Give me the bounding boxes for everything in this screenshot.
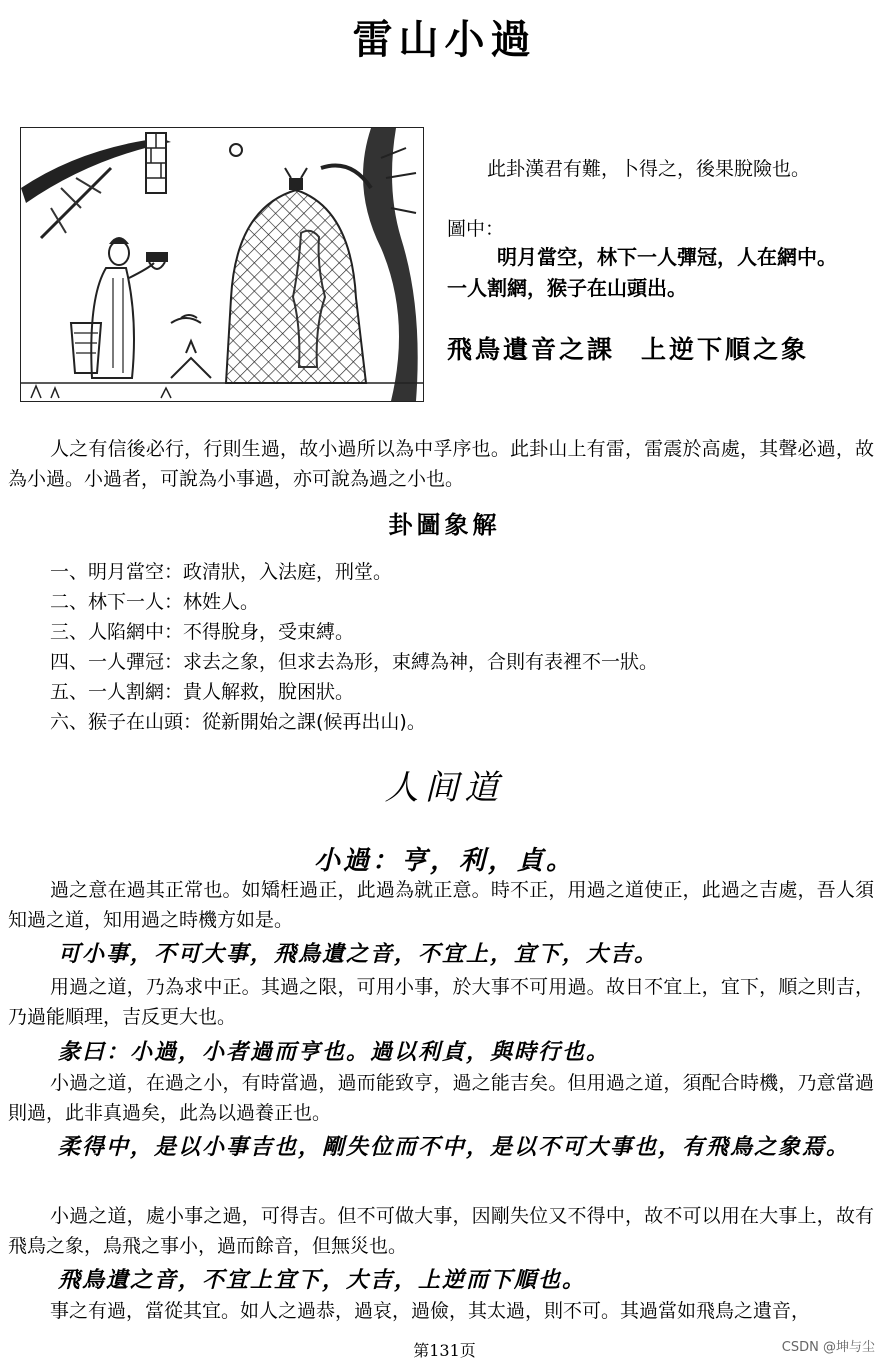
list-item: 四、一人彈冠：求去之象，但求去為形，束縛為神，合則有表裡不一狀。 (50, 651, 659, 673)
classic-text: 柔得中，是以小事吉也，剛失位而不中，是以不可大事也，有飛鳥之象焉。 (58, 1134, 851, 1160)
figure-desc-line1: 明月當空，林下一人彈冠，人在網中。 (497, 245, 837, 269)
paragraph: 過之意在過其正常也。如矯枉過正，此過為就正意。時不正，用過之道使正，此過之吉處，吾人須知過之道，知用過之時機方如是。 (8, 879, 874, 931)
lesson-line (447, 330, 809, 366)
intro-text: 此卦漢君有難，卜得之，後果脫險也。 (487, 158, 811, 180)
symbol-list (50, 557, 658, 737)
hexagram-illustration (20, 127, 424, 402)
classic-text: 飛鳥遺之音，不宜上宜下，大吉，上逆而下順也。 (58, 1267, 587, 1293)
paragraph: 用過之道，乃為求中正。其過之限，可用小事，於大事不可用過。故日不宜上，宜下，順之則吉，乃過能順理，吉反更大也。 (8, 976, 874, 1028)
list-item: 二、林下一人：林姓人。 (50, 591, 260, 613)
gua-heading: 小過：亨，利，貞。 (313, 846, 575, 876)
classic-text: 彖曰：小過，小者過而亨也。過以利貞，與時行也。 (58, 1039, 611, 1065)
figure-description (447, 242, 887, 304)
figure-desc-line2: 一人割網，猴子在山頭出。 (447, 276, 687, 300)
paragraph: 小過之道，處小事之過，可得吉。但不可做大事，因剛失位又不得中，故不可以用在大事上，故有飛鳥之象，鳥飛之事小，過而餘音，但無災也。 (8, 1205, 874, 1257)
list-item: 五、一人割網：貴人解救，脫困狀。 (50, 681, 355, 703)
paragraph: 事之有過，當從其宜。如人之過恭，過哀，過儉，其太過，則不可。其過當如飛鳥之遺音， (50, 1300, 811, 1322)
section-title-tuxiang: 卦圖象解 (388, 510, 501, 539)
watermark: CSDN @坤与尘 (781, 1340, 875, 1355)
paragraph-intro: 人之有信後必行，行則生過，故小過所以為中孚序也。此卦山上有雷，雷震於高處，其聲必過，故為小過。小過者，可說為小事過，亦可說為過之小也。 (8, 438, 874, 490)
classic-text: 可小事，不可大事，飛鳥遺之音，不宜上，宜下，大吉。 (58, 941, 659, 967)
list-item: 六、猴子在山頭：從新開始之課(候再出山)。 (50, 711, 426, 733)
figure-label: 圖中： (447, 218, 505, 240)
page-title: 雷山小過 (352, 16, 537, 63)
section-title-renjiandao: 人间道 (384, 768, 505, 808)
page-number: 第131页 (413, 1341, 476, 1360)
list-item: 三、人陷網中：不得脫身，受束縛。 (50, 621, 355, 643)
lesson-left: 飛鳥遺音之課 (447, 335, 616, 364)
list-item: 一、明月當空：政清狀，入法庭，刑堂。 (50, 561, 393, 583)
lesson-right: 上逆下順之象 (641, 335, 810, 364)
paragraph: 小過之道，在過之小，有時當過，過而能致亨，過之能吉矣。但用過之道，須配合時機，乃意當過則過，此非真過矣，此為以過養正也。 (8, 1072, 874, 1124)
